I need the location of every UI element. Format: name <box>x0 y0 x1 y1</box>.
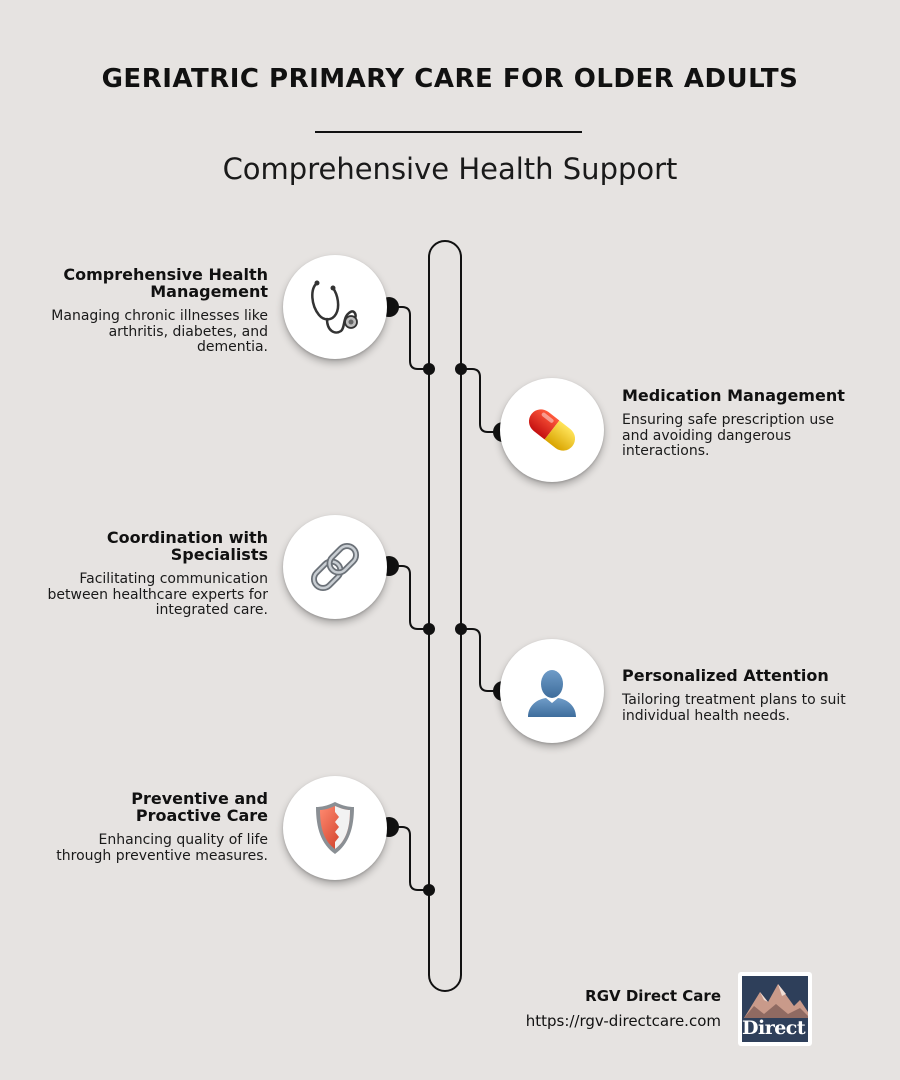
item-medication <box>622 387 852 460</box>
item-preventive <box>42 790 268 864</box>
brand-logo <box>738 972 812 1046</box>
item-description: Facilitating communication between healthcare experts for integrated care. <box>47 571 268 618</box>
brand-name: RGV Direct Care <box>585 987 721 1005</box>
item-title: Coordination with Specialists <box>106 528 268 564</box>
item-description: Managing chronic illnesses like arthritis, diabetes, and dementia. <box>51 308 268 355</box>
logo-text: Direct <box>742 1017 806 1039</box>
connector-5 <box>389 827 429 890</box>
icon-circle-personalized <box>500 639 604 743</box>
item-health-management <box>42 266 268 356</box>
icon-circle-medication <box>500 378 604 482</box>
connector-2 <box>461 369 503 432</box>
pill-icon <box>500 378 604 482</box>
connector-3 <box>389 566 429 629</box>
website-link[interactable]: https://rgv-directcare.com <box>525 1012 721 1030</box>
icon-circle-health-management <box>283 255 387 359</box>
connector-4 <box>461 629 503 691</box>
logo-mountain-icon <box>742 976 808 1042</box>
page-subtitle: Comprehensive Health Support <box>222 152 678 186</box>
item-title: Preventive and Proactive Care <box>131 789 268 825</box>
item-description: Ensuring safe prescription use and avoiding dangerous interactions. <box>622 412 835 459</box>
connector-1-track-dot <box>423 363 435 375</box>
connector-3-track-dot <box>423 623 435 635</box>
item-personalized <box>622 667 852 724</box>
timeline-track <box>429 241 461 991</box>
icon-circle-coordination <box>283 515 387 619</box>
stethoscope-icon <box>283 255 387 359</box>
item-title: Personalized Attention <box>622 666 829 685</box>
shield-icon <box>283 776 387 880</box>
icon-circle-preventive <box>283 776 387 880</box>
item-description: Tailoring treatment plans to suit individual health needs. <box>622 692 846 724</box>
page-title: GERIATRIC PRIMARY CARE FOR OLDER ADULTS <box>101 64 799 94</box>
item-title: Comprehensive Health Management <box>63 265 268 301</box>
person-icon <box>500 639 604 743</box>
link-icon <box>283 515 387 619</box>
item-title: Medication Management <box>622 386 845 405</box>
connector-5-track-dot <box>423 884 435 896</box>
connector-1 <box>389 307 429 369</box>
connector-2-track-dot <box>455 363 467 375</box>
item-coordination <box>42 529 268 619</box>
item-description: Enhancing quality of life through preventive measures. <box>56 832 268 864</box>
connector-4-track-dot <box>455 623 467 635</box>
